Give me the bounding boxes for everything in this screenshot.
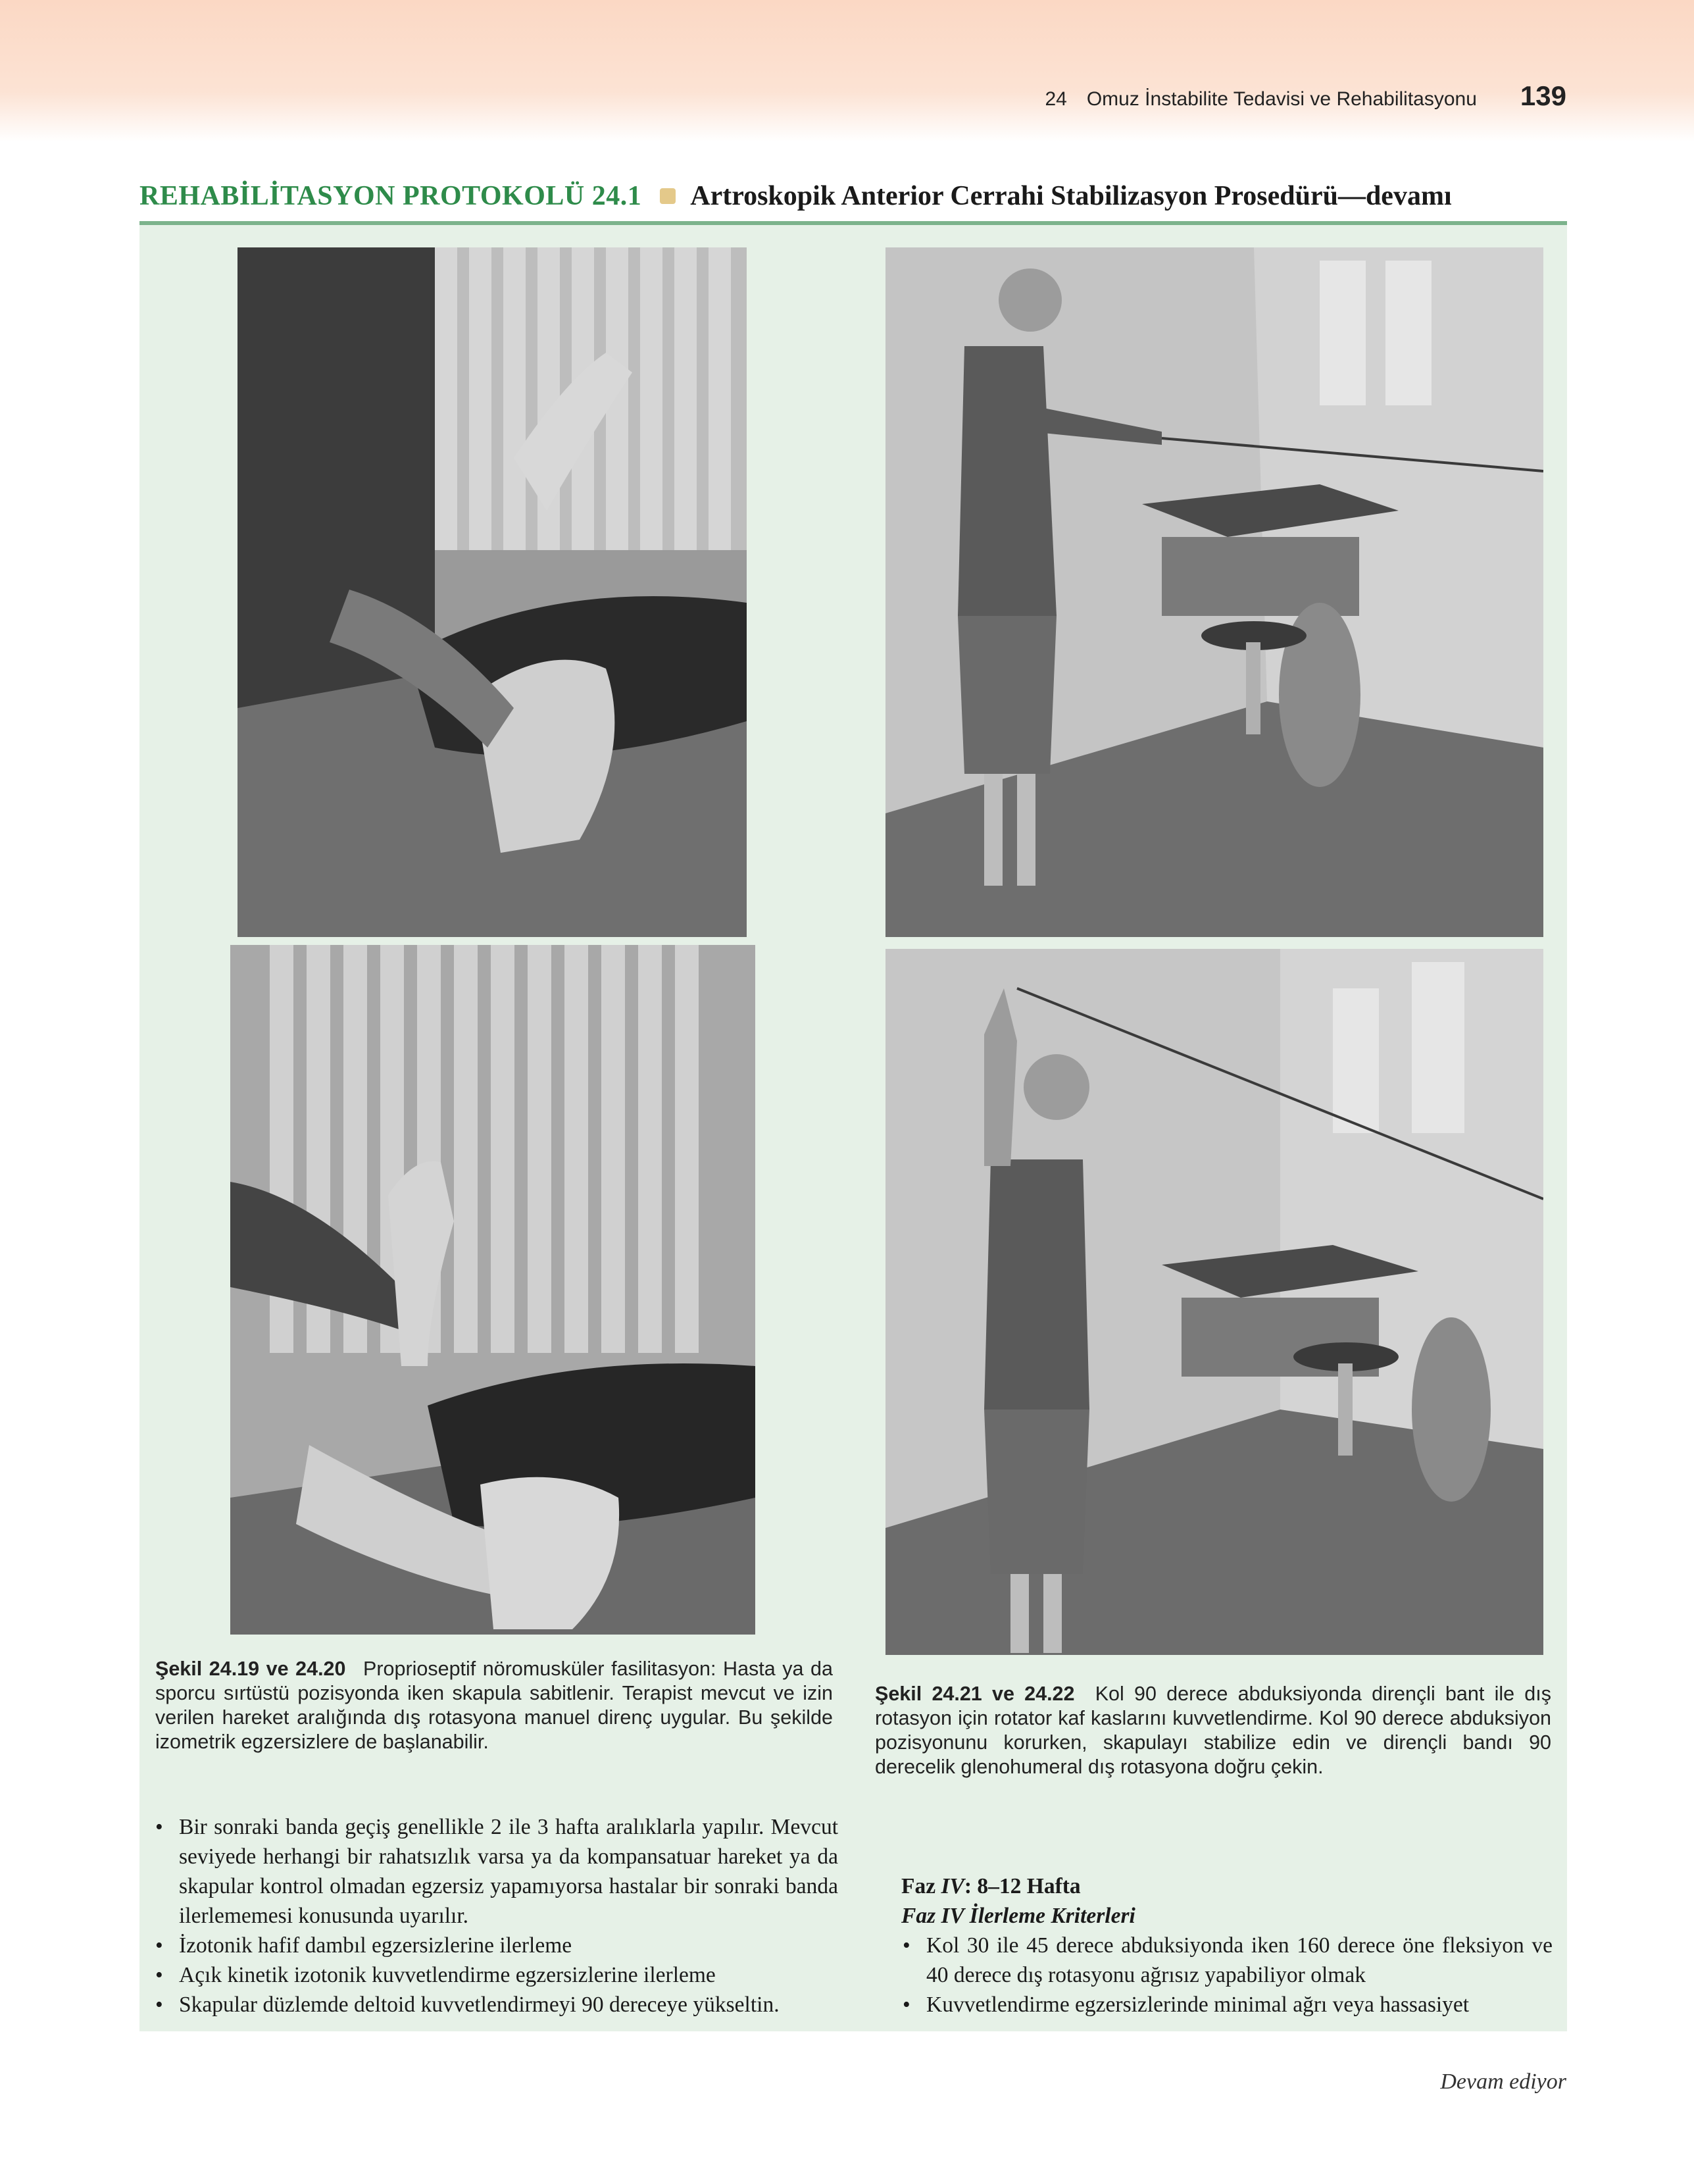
protocol-heading [139,180,1567,212]
figure-label-right: Şekil 24.21 ve 24.22 [875,1683,1075,1705]
phase-title-prefix: Faz [901,1874,941,1898]
chapter-title: Omuz İnstabilite Tedavisi ve Rehabilitasyonu [1086,88,1477,110]
continued-note: Devam ediyor [1440,2070,1566,2094]
list-item: • Skapular düzlemde deltoid kuvvetlendirmeyi 90 dereceye yükseltin. [154,1990,838,2019]
figure-caption-text-right: Kol 90 derece abduksiyonda dirençli bant ile dış rotasyon için rotator kaf kaslarını kuvvetlendirme. Kol 90 derece abduksiyon pozisyonunu korurken, skapulayı stabilize edin ve dirençli bandı 90 derecelik glenohumeral dış rotasyona doğru çekin. [875,1683,1551,1778]
list-item: • Bir sonraki banda geçiş genellikle 2 ile 3 hafta aralıklarla yapılır. Mevcut seviyede herhangi bir rahatsızlık varsa ya da kompansatuar hareket ya da skapular kontrol olmadan egzersiz yapamıyorsa hastalar bir sonraki banda ilerlememesi konusunda uyarılır. [154,1812,838,1931]
square-bullet-icon [660,188,676,204]
phase-criteria-title: Faz IV İlerleme Kriterleri [901,1904,1135,1928]
list-item: • Kol 30 ile 45 derece abduksiyonda iken 160 derece öne fleksiyon ve 40 derece dış rotasyonu ağrısız yapabiliyor olmak [901,1931,1553,1990]
header-band [0,0,1694,141]
figure-24-22-photo [885,949,1543,1655]
list-item: • İzotonik hafif dambıl egzersizlerine ilerleme [154,1931,838,1960]
figure-caption-left [155,1657,833,1754]
figure-24-20-photo [230,945,755,1635]
page-number: 139 [1520,80,1566,111]
list-item: • Kuvvetlendirme egzersizlerinde minimal ağrı veya hassasiyet [901,1990,1553,2019]
phase-iv-section [901,1871,1553,2019]
criteria-bullet-list [901,1931,1553,2019]
running-head [1045,80,1566,112]
figure-label-left: Şekil 24.19 ve 24.20 [155,1658,346,1680]
figure-caption-text-left: Proprioseptif nöromusküler fasilitasyon: Hasta ya da sporcu sırtüstü pozisyonda iken skapula sabitlenir. Terapist mevcut ve izin verilen hareket aralığında dış rotasyona manuel direnç uygular. Bu şekilde izometrik egzersizlere de başlanabilir. [155,1658,833,1753]
protocol-label: REHABİLİTASYON PROTOKOLÜ 24.1 [139,181,642,211]
figure-24-19-photo [237,247,747,937]
phase-title [901,1871,1553,1901]
list-item: • Açık kinetik izotonik kuvvetlendirme egzersizlerine ilerleme [154,1960,838,1990]
progression-bullet-list [154,1812,838,2019]
chapter-number: 24 [1045,88,1067,110]
protocol-title: Artroskopik Anterior Cerrahi Stabilizasyon Prosedürü—devamı [690,181,1452,211]
figure-caption-right [875,1682,1551,1779]
phase-title-roman: IV [941,1874,964,1898]
phase-title-suffix: : 8–12 Hafta [964,1874,1081,1898]
figure-24-21-photo [885,247,1543,937]
